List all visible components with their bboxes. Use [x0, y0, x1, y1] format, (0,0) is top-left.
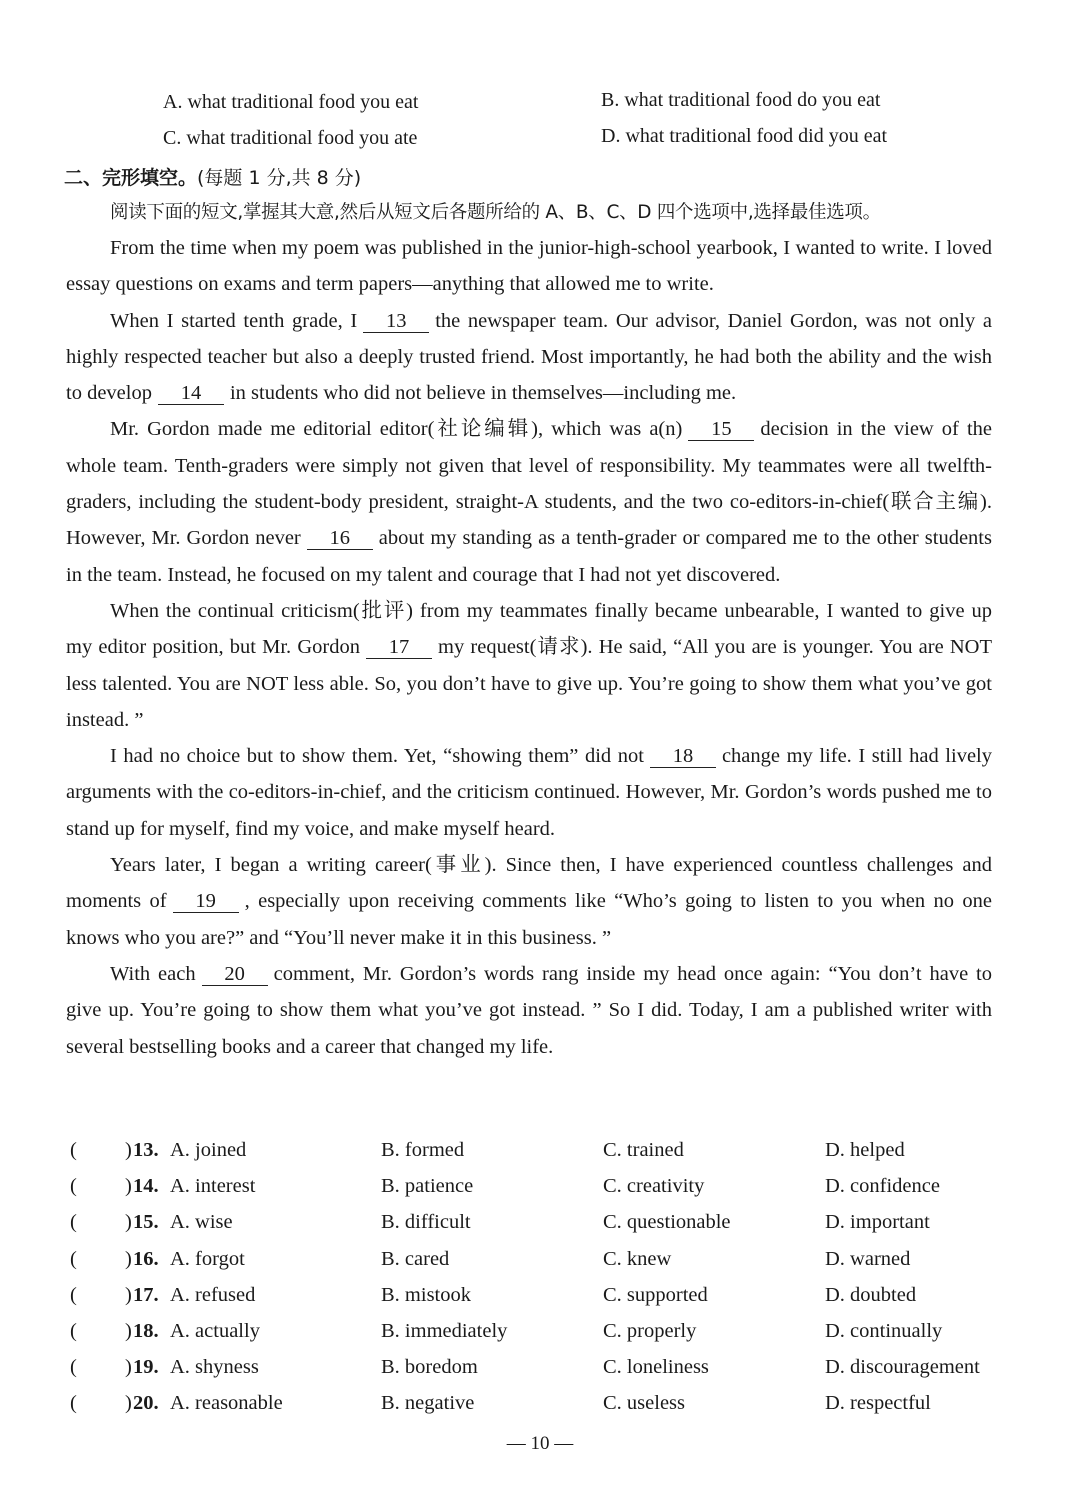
- question-number: 16.: [133, 1247, 159, 1270]
- question-row: [0, 1356, 1080, 1392]
- paragraph-4: [66, 593, 992, 738]
- option-c: C. useless: [603, 1392, 685, 1415]
- question-number: 19.: [133, 1356, 159, 1379]
- option-b: B. patience: [381, 1175, 474, 1198]
- question-number: 15.: [133, 1211, 159, 1234]
- option-c: C. questionable: [603, 1211, 731, 1234]
- option-a: A. joined: [170, 1139, 247, 1161]
- answer-paren-open: (: [70, 1283, 77, 1306]
- answer-paren-close: ): [125, 1211, 132, 1234]
- question-number: 20.: [133, 1392, 159, 1415]
- paragraph-3: [66, 411, 992, 592]
- answer-paren-close: ): [125, 1283, 132, 1306]
- option-b: B. formed: [381, 1139, 465, 1161]
- option-a: A. reasonable: [170, 1392, 283, 1415]
- option-c: C. trained: [603, 1139, 684, 1161]
- text: , especially upon receiving comments like “Who’s going to listen to you when no one knows who you are?” and “You’ll never make it in this business. ”: [66, 890, 992, 949]
- option-a: A. wise: [170, 1211, 233, 1234]
- text: comment, Mr. Gordon’s words rang inside my head once again: “You don’t have to give up. You’re going to show them what you’ve got instead. ” So I did. Today, I am a published writer with several bestselling books and a career that changed my life.: [66, 962, 992, 1058]
- option-c: C. properly: [603, 1320, 697, 1342]
- section-score-note: (每题 1 分,共 8 分): [197, 167, 362, 189]
- section-heading: [64, 163, 361, 190]
- text: in students who did not believe in themselves—including me.: [229, 382, 737, 405]
- blank-17: 17: [366, 636, 432, 659]
- paragraph-6: [66, 847, 992, 956]
- text: When I started tenth grade, I: [110, 309, 358, 332]
- answer-paren-close: ): [125, 1139, 132, 1161]
- question-number: 14.: [133, 1175, 159, 1198]
- prev-option-a: A. what traditional food you eat: [163, 91, 419, 113]
- option-a: A. interest: [170, 1175, 256, 1198]
- answer-paren-open: (: [70, 1247, 77, 1270]
- text: about my standing as a tenth-grader or compared me to the other students in the team. Instead, he focused on my talent and courage that I had not yet discovered.: [66, 527, 992, 586]
- option-d: D. respectful: [825, 1392, 931, 1415]
- answer-paren-close: ): [125, 1175, 132, 1198]
- option-d: D. helped: [825, 1139, 905, 1161]
- text: Years later, I began a writing career(事业). Since then, I have experienced countless challenges and moments of: [66, 854, 992, 913]
- option-a: A. forgot: [170, 1247, 245, 1270]
- option-d: D. confidence: [825, 1175, 940, 1198]
- question-row: [0, 1211, 1080, 1247]
- blank-14: 14: [158, 382, 224, 405]
- section-instruction: 阅读下面的短文,掌握其大意,然后从短文后各题所给的 A、B、C、D 四个选项中,选择最佳选项。: [110, 202, 881, 223]
- question-number: 13.: [133, 1139, 159, 1161]
- question-row: [0, 1175, 1080, 1211]
- answer-paren-open: (: [70, 1320, 77, 1342]
- option-c: C. knew: [603, 1247, 672, 1270]
- text: Mr. Gordon made me editorial editor(社论编辑), which was a(n): [110, 418, 683, 441]
- blank-15: 15: [688, 418, 754, 441]
- text: my request(请求). He said, “All you are is younger. You are NOT less talented. You are NOT less able. So, you don’t have to give up. You’re going to show them what you’ve got instead. ”: [66, 636, 993, 731]
- text: When the continual criticism(批评) from my teammates finally became unbearable, I wanted to give up my editor position, but Mr. Gordon: [66, 599, 992, 659]
- answer-paren-close: ): [125, 1356, 132, 1379]
- blank-13: 13: [363, 310, 429, 333]
- answer-paren-open: (: [70, 1175, 77, 1198]
- text: the newspaper team. Our advisor, Daniel Gordon, was not only a highly respected teacher but also a deeply trusted friend. Most importantly, he had both the ability and the wish to develop: [66, 309, 992, 405]
- answer-paren-open: (: [70, 1211, 77, 1234]
- option-c: C. loneliness: [603, 1356, 709, 1379]
- question-row: [0, 1248, 1080, 1284]
- option-c: C. creativity: [603, 1175, 705, 1198]
- section-title: 二、完形填空。: [64, 167, 198, 189]
- answer-paren-open: (: [70, 1139, 77, 1161]
- option-d: D. doubted: [825, 1283, 917, 1306]
- blank-19: 19: [173, 890, 239, 913]
- option-d: D. important: [825, 1211, 930, 1234]
- answer-paren-close: ): [125, 1392, 132, 1415]
- option-b: B. cared: [381, 1247, 450, 1270]
- option-d: D. warned: [825, 1247, 911, 1270]
- option-a: A. actually: [170, 1320, 260, 1342]
- paragraph-5: [66, 738, 992, 847]
- question-number: 17.: [133, 1283, 159, 1306]
- question-number: 18.: [133, 1320, 159, 1342]
- text: change my life. I still had lively arguments with the co-editors-in-chief, and the criticism continued. However, Mr. Gordon’s words pushed me to stand up for myself, find my voice, and make myself heard.: [66, 745, 992, 840]
- text: I had no choice but to show them. Yet, “showing them” did not: [110, 745, 644, 768]
- option-d: D. discouragement: [825, 1356, 980, 1379]
- option-d: D. continually: [825, 1320, 943, 1342]
- option-b: B. immediately: [381, 1320, 508, 1342]
- text: With each: [110, 962, 196, 985]
- option-c: C. supported: [603, 1283, 708, 1306]
- option-b: B. negative: [381, 1392, 475, 1415]
- blank-16: 16: [307, 527, 373, 550]
- option-b: B. difficult: [381, 1211, 471, 1234]
- paragraph-7: [66, 956, 992, 1065]
- question-row: [0, 1284, 1080, 1320]
- blank-18: 18: [650, 745, 716, 768]
- question-row: [0, 1139, 1080, 1175]
- option-a: A. refused: [170, 1283, 256, 1306]
- option-a: A. shyness: [170, 1356, 259, 1379]
- question-row: [0, 1320, 1080, 1356]
- blank-20: 20: [202, 963, 268, 986]
- prev-option-c: C. what traditional food you ate: [163, 127, 418, 149]
- cloze-passage: [66, 230, 992, 1065]
- paragraph-1: From the time when my poem was published in the junior-high-school yearbook, I wanted to write. I loved essay questions on exams and term papers—anything that allowed me to write.: [66, 237, 992, 296]
- text: decision in the view of the whole team. Tenth-graders were simply not given that level of responsibility. My teammates were all twelfth-graders, including the student-body president, straight-A students, and the two co-editors-in-chief(联合主编). However, Mr. Gordon never: [66, 418, 992, 550]
- answer-paren-close: ): [125, 1320, 132, 1342]
- paragraph-2: [66, 303, 992, 412]
- option-b: B. mistook: [381, 1283, 471, 1306]
- answer-paren-open: (: [70, 1356, 77, 1379]
- answer-paren-close: ): [125, 1247, 132, 1270]
- option-b: B. boredom: [381, 1356, 478, 1379]
- page-number: — 10 —: [506, 1433, 574, 1454]
- prev-option-b: B. what traditional food do you eat: [601, 89, 881, 111]
- answer-paren-open: (: [70, 1392, 77, 1415]
- prev-option-d: D. what traditional food did you eat: [601, 125, 888, 147]
- question-row: [0, 1392, 1080, 1428]
